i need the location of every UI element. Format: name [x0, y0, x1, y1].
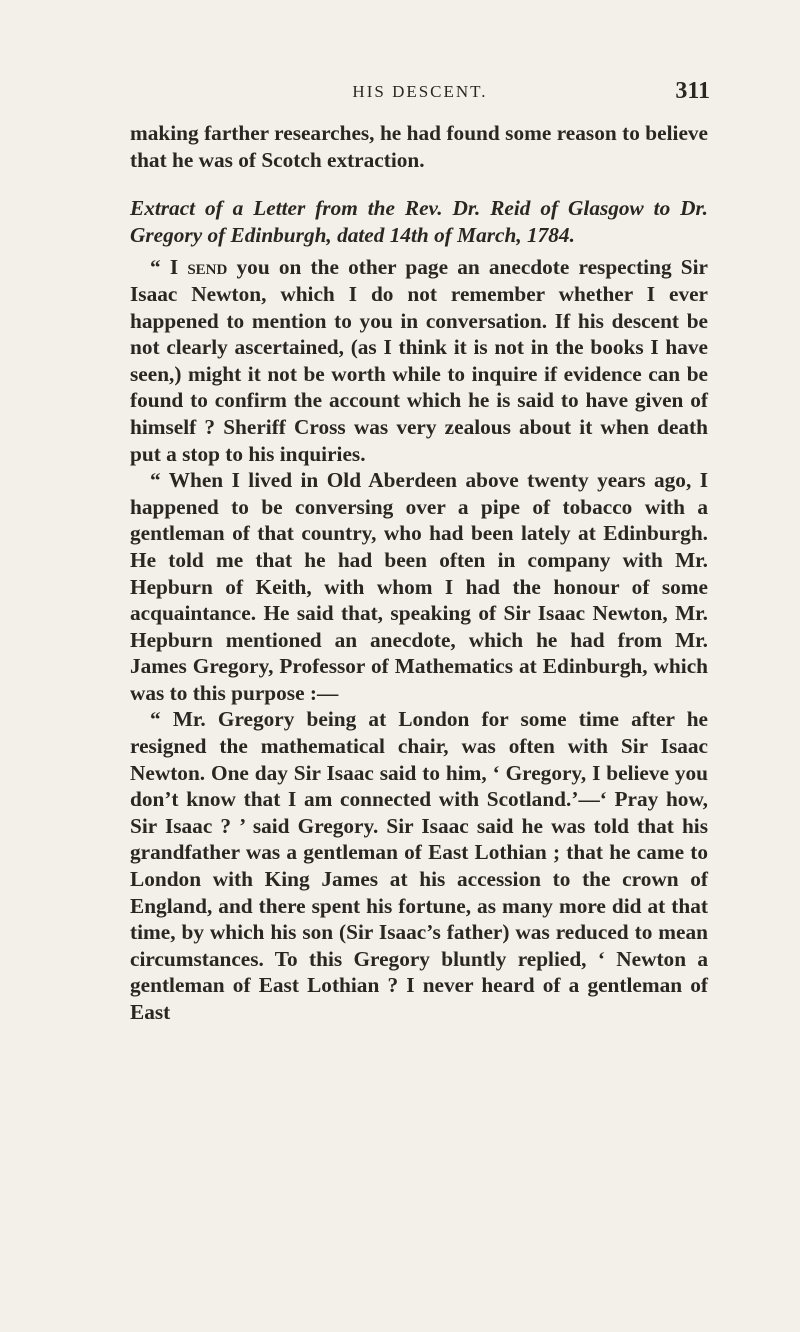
paragraph-1-text: you on the other page an anecdote respecting Sir Isaac Newton, which I do not remember whether I ever happened to mention to you in conversation. If his descent be not clearly ascertained, (as I think it is not in the books I have seen,) might it not be worth while to inquire if evidence can be found to confirm the account which he is said to have given of himself ? Sheriff Cross was very zealous about it when death put a stop to his inquiries.: [130, 255, 708, 466]
letter-paragraph-1: [130, 254, 708, 467]
letter-heading: Extract of a Letter from the Rev. Dr. Reid of Glasgow to Dr. Gregory of Edinburgh, dated 14th of March, 1784.: [130, 196, 708, 247]
letter-paragraph-3: “ Mr. Gregory being at London for some time after he resigned the mathematical chair, was often with Sir Isaac Newton. One day Sir Isaac said to him, ‘ Gregory, I believe you don’t know that I am connected with Scotland.’—‘ Pray how, Sir Isaac ? ’ said Gregory. Sir Isaac said he was told that his grandfather was a gentleman of East Lothian ; that he came to London with King James at his accession to the crown of England, and there spent his fortune, as many more did at that time, by which his son (Sir Isaac’s father) was reduced to mean circumstances. To this Gregory bluntly replied, ‘ Newton a gentleman of East Lothian ? I never heard of a gentleman of East: [130, 707, 708, 1024]
text-block: [130, 120, 708, 1026]
opening-paragraph: making farther researches, he had found some reason to believe that he was of Scotch extraction.: [130, 121, 708, 172]
running-head: [130, 78, 710, 112]
page-number: 311: [675, 78, 710, 104]
paragraph-1-small-caps: send: [187, 255, 228, 280]
letter-paragraph-2: “ When I lived in Old Aberdeen above twenty years ago, I happened to be conversing over a pipe of tobacco with a gentleman of that country, who had been lately at Edinburgh. He told me that he had been often in company with Mr. Hepburn of Keith, with whom I had the honour of some acquaintance. He said that, speaking of Sir Isaac Newton, Mr. Hepburn mentioned an anecdote, which he had from Mr. James Gregory, Professor of Mathematics at Edinburgh, which was to this purpose :—: [130, 468, 708, 705]
running-title: HIS DESCENT.: [352, 82, 488, 101]
paragraph-1-quote: “ I: [150, 255, 188, 280]
